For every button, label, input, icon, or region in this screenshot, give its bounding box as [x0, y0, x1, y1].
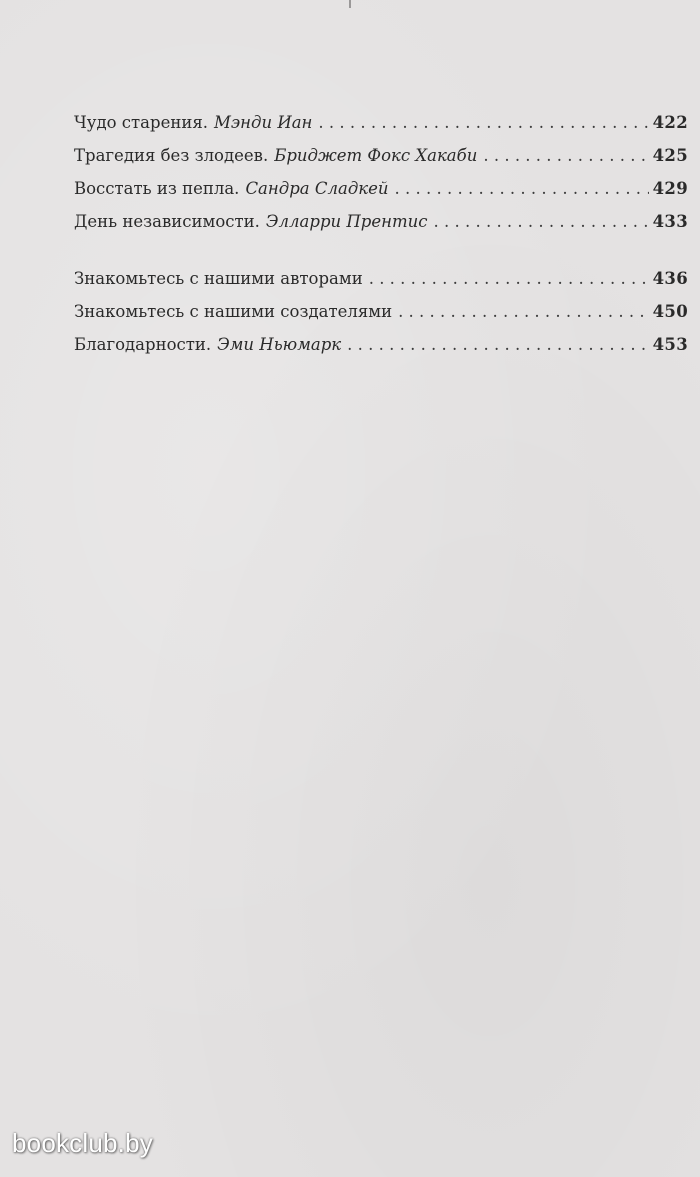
toc-entry-page: 436	[652, 269, 688, 288]
toc-entry-title: Знакомьтесь с нашими авторами	[74, 269, 363, 288]
toc-entry-author: Эми Ньюмарк	[217, 335, 342, 354]
toc-entry-title: Восстать из пепла.	[74, 179, 240, 198]
toc-entry	[74, 113, 688, 146]
toc-entry	[74, 146, 688, 179]
toc-entry-title: День независимости.	[74, 212, 260, 231]
toc-entry-author: Бриджет Фокс Хакаби	[274, 146, 478, 165]
toc-entry-author: Мэнди Иан	[213, 113, 313, 132]
toc-entry-page: 425	[652, 146, 688, 165]
toc-leader-dots	[483, 146, 648, 165]
page-crease-mark	[349, 0, 351, 8]
toc-entry-page: 422	[652, 113, 688, 132]
toc-group-back-matter	[74, 269, 688, 368]
toc-entry-author: Элларри Прентис	[265, 212, 428, 231]
toc-entry	[74, 335, 688, 368]
site-watermark: bookclub.by	[12, 1128, 153, 1158]
toc-leader-dots	[347, 335, 649, 354]
toc-entry-page: 433	[652, 212, 688, 231]
toc-entry-title: Трагедия без злодеев.	[74, 146, 269, 165]
toc-entry	[74, 302, 688, 335]
toc-entry-title: Благодарности.	[74, 335, 212, 354]
toc-entry-page: 429	[652, 179, 688, 198]
toc-leader-dots	[318, 113, 648, 132]
toc-entry	[74, 212, 688, 245]
toc-entry	[74, 269, 688, 302]
toc-leader-dots	[369, 269, 649, 288]
toc-entry-title: Чудо старения.	[74, 113, 208, 132]
toc-entry-page: 450	[652, 302, 688, 321]
toc-entry-page: 453	[652, 335, 688, 354]
table-of-contents	[74, 113, 688, 368]
toc-group-stories	[74, 113, 688, 245]
toc-entry-title: Знакомьтесь с нашими создателями	[74, 302, 393, 321]
toc-entry-author: Сандра Сладкей	[245, 179, 389, 198]
toc-leader-dots	[434, 212, 649, 231]
toc-leader-dots	[398, 302, 649, 321]
toc-leader-dots	[395, 179, 649, 198]
toc-entry	[74, 179, 688, 212]
